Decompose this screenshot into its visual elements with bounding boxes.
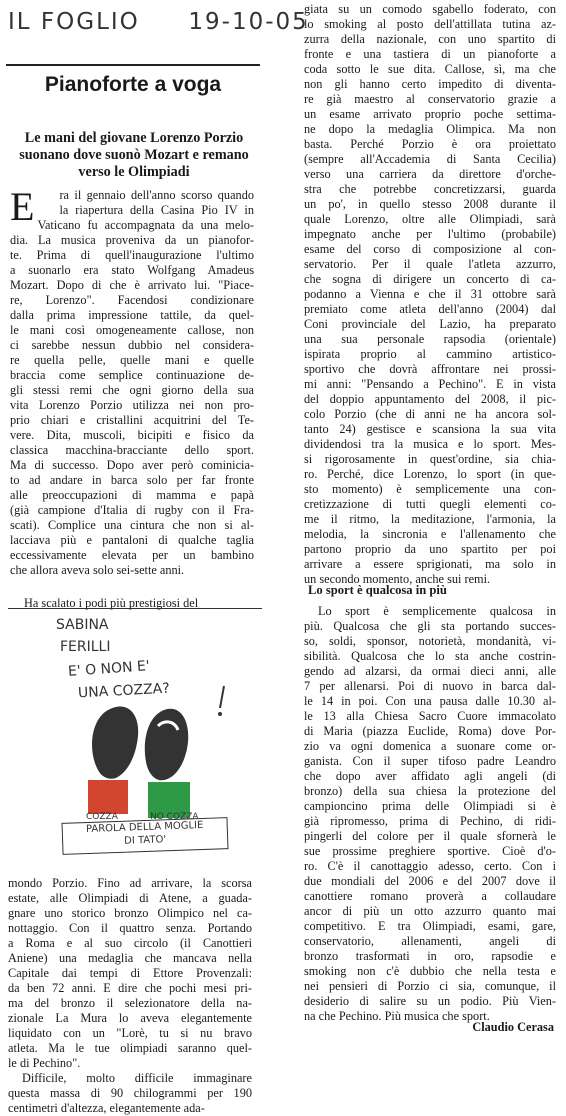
paragraph-line: sto momento) è semplicemente una con-: [304, 482, 556, 496]
paragraph-line: ispirata proprio al cammino artistico-: [304, 347, 556, 361]
paragraph-line: da ben 72 anni. E dire che pochi mesi pri-: [8, 981, 252, 995]
paragraph-line: ro. Perché, dice Lorenzo, lo sport (in que-: [304, 467, 556, 481]
paragraph-line: cretizzazione di tutti quegli elementi co-: [304, 497, 556, 511]
paragraph-line: sibilità. Qualcosa che lo sta anche costrin-: [304, 649, 556, 663]
paragraph-line: re, Lorenzo". Facendosi condizionare: [10, 293, 254, 307]
paragraph-line: a suonarlo era stato Wolfgang Amadeus: [10, 263, 254, 277]
paragraph-line: che allora aveva solo sei-sette anni.: [10, 563, 185, 577]
paragraph-line: basta. Perché Porzio è ora proiettato: [304, 137, 556, 151]
paragraph-line: più. Qualcosa che gli sta portando succes-: [304, 619, 556, 633]
paragraph-line: desiderio di salire su un podio. Più Vien-: [304, 994, 556, 1008]
paragraph-line: na che Pechino. Più musica che sport.: [304, 1009, 490, 1023]
paragraph-line: ci sarebbe nessun dubbio nel considera-: [10, 338, 254, 352]
paragraph-line: (sempre all'Accademia di Santa Cecilia): [304, 152, 556, 166]
paragraph-line: di Maria (piazza Euclide, Roma) dove Por-: [304, 724, 556, 738]
paragraph-line: estate, alle Olimpiadi di Atene, a guada-: [8, 891, 252, 905]
paragraph-line: non gli hanno certo impedito di diventa-: [304, 77, 556, 91]
paragraph-line: scati). Complice una cintura che non si al-: [10, 518, 254, 532]
column-d: [304, 604, 556, 1024]
paragraph-line: le mani così omogeneamente callose, non: [10, 323, 254, 337]
crosshead: Lo sport è qualcosa in più: [308, 583, 447, 597]
doodle-caption-line-2: DI TATO': [123, 834, 167, 847]
paragraph-line: zurra della nazionale, con uno spartito di: [304, 32, 556, 46]
doodle-caption-box: [61, 817, 228, 855]
doodle-line-1: SABINA: [56, 617, 109, 633]
paragraph-line: liquidato con un "Lorè, tu si nu bravo: [8, 1026, 252, 1040]
paragraph-line: le 14 in poi. Con una pausa dalle 10.30 al-: [304, 694, 556, 708]
paragraph-line: bronzo) della sua chiesa la protezione del: [304, 784, 556, 798]
doodle-line-3: E' O NON E': [67, 658, 151, 680]
paragraph-line: Capitale dai tempi di Ettore Provenzali:: [8, 966, 252, 980]
paragraph-line: sue prossime preghiere sportive. Cioè d'o-: [304, 844, 556, 858]
paragraph-line: la riapertura della Casina Pio IV in: [59, 203, 254, 217]
paragraph-line: Coni provinciale del Lazio, ha preparato: [304, 317, 556, 331]
paragraph-line: dalla prima impressione tattile, da quel-: [10, 308, 254, 322]
doodle-label-left: COZZA: [86, 812, 118, 822]
paragraph-line: del doppio appuntamento del 2008, il pic-: [304, 392, 556, 406]
paragraph-line: vita Lorenzo Porzio utilizza nei non pro-: [10, 398, 254, 412]
paragraph-line: pingerli del colore per il quale sfornerà le: [304, 829, 556, 843]
paragraph-line: competitivo. E tra Olimpiadi, esami, gare,: [304, 919, 556, 933]
subheadline: Le mani del giovane Lorenzo Porzio suonano dove suonò Mozart e remano verso le Olimpiadi: [19, 130, 249, 180]
paragraph-line: coda sotto le sue dita. Callose, sì, ma che: [304, 62, 556, 76]
paragraph-line: te. Prima di quell'inaugurazione l'ultimo: [10, 248, 254, 262]
paragraph-line: si rigorosamente in quest'ordine, sia chia-: [304, 452, 556, 466]
paragraph-line: che dopo aver affidato agli angeli (di: [304, 769, 556, 783]
paragraph-line: campioncino prima delle Olimpiadi si è: [304, 799, 556, 813]
paragraph-line: nei pensieri di Porzio ci sia, comunque, il: [304, 979, 556, 993]
publication-name: IL FOGLIO: [8, 9, 140, 35]
paragraph-line: premiato come atleta dell'anno (2004) dal: [304, 302, 556, 316]
paragraph-line: che sogna di dirigere un concerto di ca-: [304, 272, 556, 286]
paragraph-line: to ad andare in barca solo per far fronte: [10, 473, 254, 487]
paragraph-line: centimetri d'altezza, elegantemente ada-: [8, 1101, 205, 1115]
paragraph-line: gli stessi remi che ogni giorno della sua: [10, 383, 254, 397]
paragraph-line: arrivare a essere sprigionati, ma solo in: [304, 557, 556, 571]
paragraph-line: gnare uno storico bronzo Olimpico nel ca-: [8, 906, 252, 920]
doodle-caption-line-1: PAROLA DELLA MOGLIE: [85, 819, 204, 836]
paragraph-line: fronte e una tastiera di un pianoforte a: [304, 47, 556, 61]
paragraph-line: dia. La musica proveniva da un pianofor-: [10, 233, 254, 247]
paragraph-line: zio va ogni domenica a suonare come or-: [304, 739, 556, 753]
paragraph-line: mi anni: "Pensando a Pechino". E in vista: [304, 377, 556, 391]
paragraph-line: me il ritmo, la meditazione, l'armonia, la: [304, 512, 556, 526]
drop-cap: E: [10, 184, 35, 229]
paragraph-line: nottaggio. Con il quattro senza. Portando: [8, 921, 252, 935]
paragraph-line: ne dopo la medaglia Olimpica. Ma non: [304, 122, 556, 136]
paragraph-line: alle preoccupazioni di mamma e papà: [10, 488, 254, 502]
paragraph-line: tanto 24) gestisce e scansiona la sua vita: [304, 422, 556, 436]
paragraph-line: braccia come semplice continuazione de-: [10, 368, 254, 382]
paragraph-line: già ripromesso, prima di Pechino, di ridi-: [304, 814, 556, 828]
paragraph-line: re già maestro al conservatorio grazie a: [304, 92, 556, 106]
paragraph-line: prio chiari e cristallini acquitrini del Te-: [10, 413, 254, 427]
paragraph-line: un po', in quello stesso 2008 durante il: [304, 197, 556, 211]
paragraph-line: atleta. Ma le tue olimpiadi saranno quel-: [8, 1041, 252, 1055]
paragraph-line: lacciava più e pantaloni di qualche taglia: [10, 533, 254, 547]
paragraph-line: un secondo momento, anche sui remi.: [304, 572, 491, 586]
masthead-handwritten: [8, 8, 309, 36]
paragraph-line: Lo sport è semplicemente qualcosa in: [318, 604, 556, 618]
paragraph-line: classica macchina-bracciante dello sport.: [10, 443, 254, 457]
paragraph-line: sportivo che dovrà affrontare nei prossi-: [304, 362, 556, 376]
paragraph-line: Mozart. Dopo di che è arrivato lui. "Piace-: [10, 278, 254, 292]
paragraph-line: dividendosi tra la musica e lo sport. Mes-: [304, 437, 556, 451]
paragraph-line: esame del corso di composizione al con-: [304, 242, 556, 256]
paragraph-line: ganista. Con il super tifoso padre Leandro: [304, 754, 556, 768]
column-b: [8, 876, 252, 1116]
right-head-silhouette: [145, 709, 188, 781]
paragraph-line: Difficile, molto difficile immaginare: [22, 1071, 252, 1085]
paragraph-line: impegnato anche per l'ultimo (probabile): [304, 227, 556, 241]
paragraph-line: Ha scalato i podi più prestigiosi del: [24, 596, 199, 610]
left-head-silhouette: [92, 706, 138, 778]
paragraph-line: stra che potrebbe concretizzarsi, guarda: [304, 182, 556, 196]
paragraph-line: Ma di successo. Dopo aver però cominicia-: [10, 458, 254, 472]
paragraph-line: smoking non c'è dubbio che nella testa e: [304, 964, 556, 978]
paragraph-line: quale Lorenzo, oltre alle Olimpiadi, sarà: [304, 212, 556, 226]
paragraph-line: ra il gennaio dell'anno scorso quando: [59, 188, 254, 202]
column-a: [10, 184, 254, 578]
paragraph-line: questa massa di 90 chilogrammi per 190: [8, 1086, 252, 1100]
paragraph-line: bronzo trasformati in oro, rapsodie e: [304, 949, 556, 963]
paragraph-line: Aniene) una medaglia che mancava nella: [8, 951, 252, 965]
paragraph-line: conservatorio, allenamenti, angeli di: [304, 934, 556, 948]
paragraph-line: a Roma e al suo circolo (il Canottieri: [8, 936, 252, 950]
paragraph-line: canottiere romano proverà a collaudare: [304, 889, 556, 903]
paragraph-line: so, soldi, sponsor, notorietà, mondanità, vi-: [304, 634, 556, 648]
paragraph-line: ancor di più un otto azzurro quanto mai: [304, 904, 556, 918]
paragraph-line: ro. C'è il canottaggio adesso, certo. Con i: [304, 859, 556, 873]
paragraph-line: vere. Dita, muscoli, bicipiti e fisico da: [10, 428, 254, 442]
doodle-label-right: NO COZZA: [150, 812, 199, 822]
paragraph-line: ma del bronzo il selezionatore della na-: [8, 996, 252, 1010]
paragraph-line: giata su un comodo sgabello foderato, con: [304, 2, 556, 16]
paragraph-line: zionale La Mura lo aveva elegantemente: [8, 1011, 252, 1025]
headline: Pianoforte a voga: [44, 73, 222, 96]
paragraph-line: melodia, la sincronia e l'allenamento che: [304, 527, 556, 541]
publication-date: 19-10-05: [188, 9, 309, 35]
paragraph-line: podanno a Vienna e che il 31 ottobre sarà: [304, 287, 556, 301]
headline-rule: [6, 64, 260, 66]
paragraph-line: le di Pechino".: [8, 1056, 81, 1070]
paragraph-line: eccessivamente elevata per un bambino: [10, 548, 254, 562]
doodle-divider: [8, 608, 262, 609]
paragraph-line: le 13 alla Chiesa Sacro Cuore immacolato: [304, 709, 556, 723]
paragraph-line: (già campione d'Italia di rugby con il Fra-: [10, 503, 254, 517]
byline-author: Claudio Cerasa: [472, 1020, 554, 1034]
paragraph-line: verso una carriera da direttore d'orche-: [304, 167, 556, 181]
paragraph-line: un esame arrivato proprio poche settima-: [304, 107, 556, 121]
paragraph-line: colo Porzio (che di anni ne ha ancora sol-: [304, 407, 556, 421]
paragraph-line: gendo ad alzarsi, da ormai dieci anni, alle: [304, 664, 556, 678]
paragraph-line: re quella pelle, quelle mani e quelle: [10, 353, 254, 367]
paragraph-line: lo smoking al posto dell'attillata tutina az-: [304, 17, 556, 31]
doodle-line-2: FERILLI: [60, 639, 111, 655]
column-c: [304, 2, 556, 587]
paragraph-line: partono proprio da uno spartito per poi: [304, 542, 556, 556]
paragraph-line: servatorio. Per il quale l'atleta azzurro,: [304, 257, 556, 271]
paragraph-line: due mondiali del 2006 e del 2007 dove il: [304, 874, 556, 888]
paragraph-line: 7 per allenarsi. Poi di nuovo in barca dal-: [304, 679, 556, 693]
doodle-line-4: UNA COZZA?: [77, 680, 171, 702]
paragraph-line: Vaticano fu accompagnata da una melo-: [37, 218, 254, 232]
paragraph-line: mondo Porzio. Fino ad arrivare, la scorsa: [8, 876, 252, 890]
paragraph-line: una sua personale rapsodia (orientale): [304, 332, 556, 346]
